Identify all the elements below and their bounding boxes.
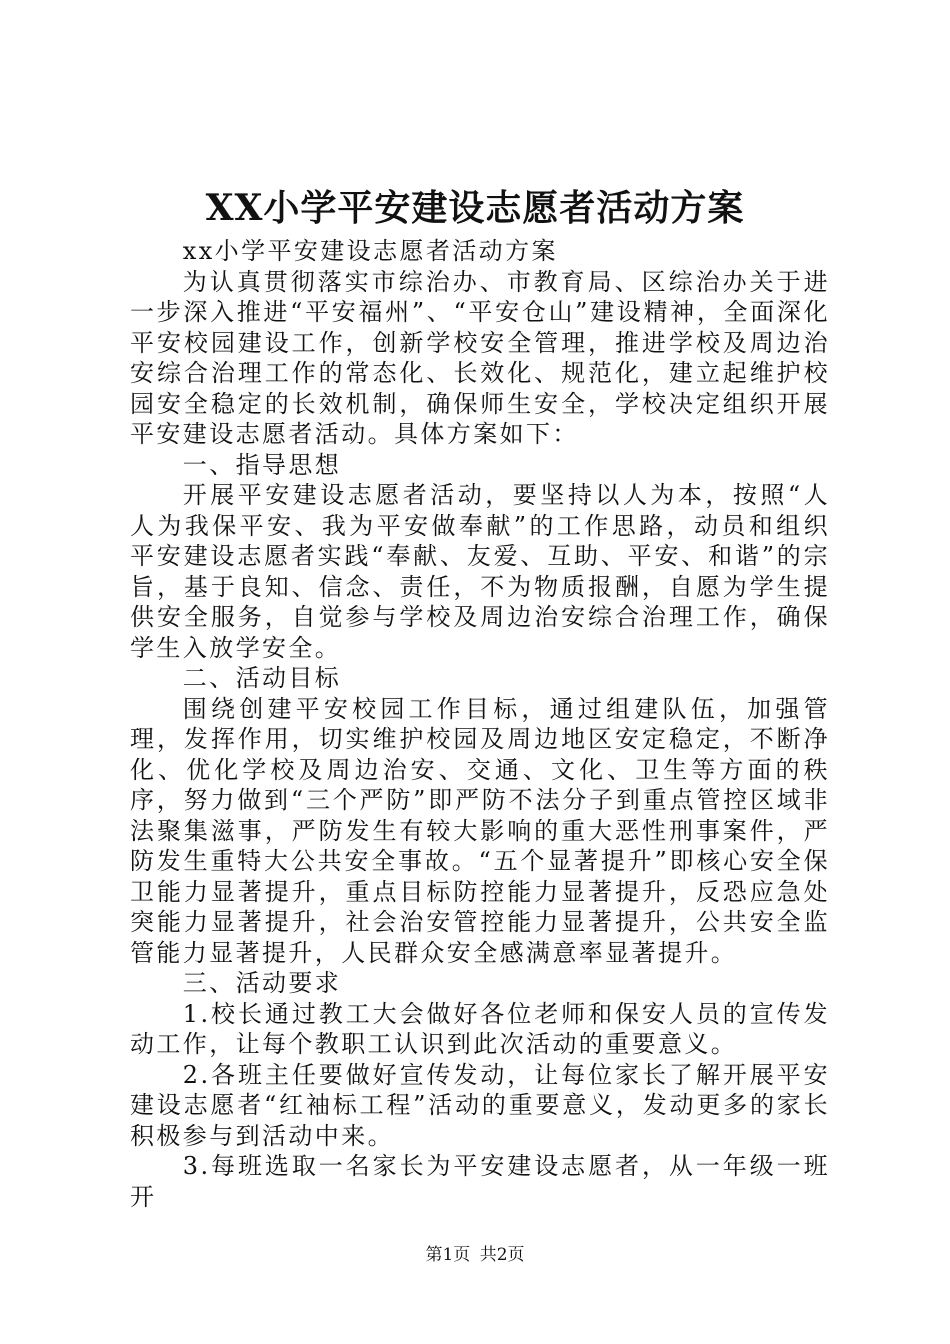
document-body bbox=[130, 236, 830, 1212]
subtitle-paragraph: xx小学平安建设志愿者活动方案 bbox=[182, 237, 558, 265]
page-total: 共2页 bbox=[479, 1245, 525, 1265]
section-heading-activity-requirements: 三、活动要求 bbox=[182, 969, 342, 997]
requirement-item-1: 1.校长通过教工大会做好各位老师和保安人员的宣传发动工作，让每个教职工认识到此次活动的重要意义。 bbox=[130, 999, 830, 1058]
section-heading-activity-goals: 二、活动目标 bbox=[182, 664, 342, 692]
guiding-ideology-paragraph: 开展平安建设志愿者活动，要坚持以人为本，按照“人人为我保平安、我为平安做奉献”的工作思路，动员和组织平安建设志愿者实践“奉献、友爱、互助、平安、和谐”的宗旨，基于良知、信念、责任，不为物质报酬，自愿为学生提供安全服务，自觉参与学校及周边治安综合治理工作，确保学生入放学安全。 bbox=[130, 481, 830, 662]
page-footer bbox=[0, 1244, 950, 1266]
page-number: 第1页 bbox=[425, 1245, 471, 1265]
document-title: XX小学平安建设志愿者活动方案 bbox=[205, 187, 745, 229]
requirement-item-2: 2.各班主任要做好宣传发动，让每位家长了解开展平安建设志愿者“红袖标工程”活动的重要意义，发动更多的家长积极参与到活动中来。 bbox=[130, 1060, 830, 1150]
intro-paragraph: 为认真贯彻落实市综治办、市教育局、区综治办关于进一步深入推进“平安福州”、“平安仓山”建设精神，全面深化平安校园建设工作，创新学校安全管理，推进学校及周边治安综合治理工作的常态化、长效化、规范化，建立起维护校园安全稳定的长效机制，确保师生安全，学校决定组织开展平安建设志愿者活动。具体方案如下： bbox=[130, 267, 830, 448]
section-heading-guiding-ideology: 一、指导思想 bbox=[182, 450, 342, 479]
activity-goals-paragraph: 围绕创建平安校园工作目标，通过组建队伍，加强管理，发挥作用，切实维护校园及周边地区安定稳定，不断净化、优化学校及周边治安、交通、文化、卫生等方面的秩序，努力做到“三个严防”即严防不法分子到重点管控区域非法聚集滋事，严防发生有较大影响的重大恶性刑事案件，严防发生重特大公共安全事故。“五个显著提升”即核心安全保卫能力显著提升，重点目标防控能力显著提升，反恐应急处突能力显著提升，社会治安管控能力显著提升，公共安全监管能力显著提升，人民群众安全感满意率显著提升。 bbox=[130, 694, 830, 967]
requirement-item-3: 3.每班选取一名家长为平安建设志愿者，从一年级一班开 bbox=[130, 1152, 830, 1211]
